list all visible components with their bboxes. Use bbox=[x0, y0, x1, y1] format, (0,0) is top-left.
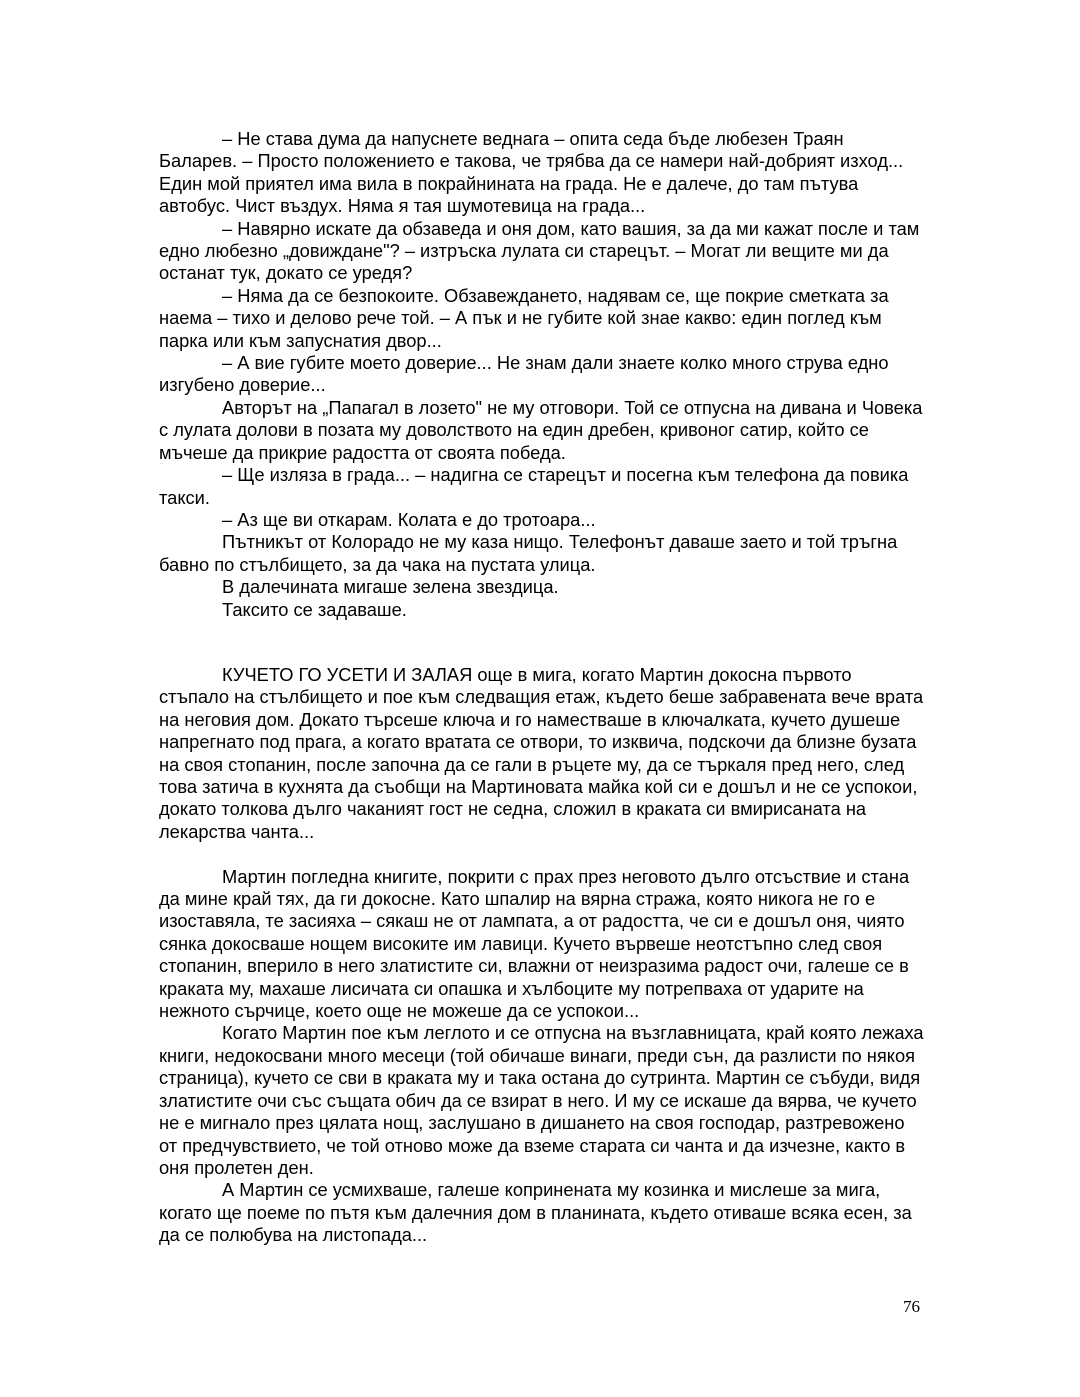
text-section-dog-story bbox=[159, 664, 924, 1247]
paragraph: В далечината мигаше зелена звездица. bbox=[222, 576, 559, 598]
paragraph: КУЧЕТО ГО УСЕТИ И ЗАЛАЯ още в мига, когато Мартин докосна първото стъпало на стълбището и пое към следващия етаж, където беше забравената вече врата на неговия дом. Докато търсеше ключа и го наместваше в ключалката, кучето душеше напрегнато под прага, а когато вратата се отвори, то изквича, подскочи да близне бузата на своя стопанин, после започна да се гали в ръцете му, да се търкаля пред него, след това затича в кухнята да съобщи на Мартиновата майка кой си е дошъл и не се успокои, докато толкова дълго чаканият гост не седна, сложил в краката си вмирисаната на лекарства чанта... bbox=[159, 664, 924, 842]
paragraph: Мартин погледна книгите, покрити с прах през неговото дълго отсъствие и стана да мине край тях, да ги докосне. Като шпалир на вярна стража, която никога не го е изоставяла, те засияха – сякаш не от лампата, а от радостта, че си е дошъл оня, чиято сянка докосваше нощем високите им лавици. Кучето вървеше неотстъпно след своя стопанин, вперило в него златистите си, влажни от неизразима радост очи, галеше се в краката му, махаше лисичата си опашка и хълбоците му потрепваха от ударите на нежното сърчице, което още не можеше да се успокои... bbox=[159, 865, 910, 1022]
paragraph: – Не става дума да напуснете веднага – опита седа бъде любезен Траян Баларев. – Просто положението е такова, че трябва да се намери най-добрият изход... Един мой приятел има вила в покрайнината на града. Не е далече, до там пътува автобус. Чист въздух. Няма я тая шумотевица на града... bbox=[159, 128, 904, 217]
page-number: 76 bbox=[903, 1297, 920, 1316]
paragraph: – Няма да се безпокоите. Обзавеждането, надявам се, ще покрие сметката за наема – тихо и делово рече той. – А пък и не губите кой знае какво: един поглед към парка или към запуснатия двор... bbox=[159, 284, 889, 351]
paragraph: – А вие губите моето доверие... Не знам дали знаете колко много струва едно изгубено доверие... bbox=[159, 352, 889, 396]
text-section-dialogue bbox=[159, 128, 924, 621]
paragraph: Пътникът от Колорадо не му каза нищо. Телефонът даваше заето и той тръгна бавно по стълбището, за да чака на пустата улица. bbox=[159, 531, 898, 575]
paragraph: Таксито се задаваше. bbox=[222, 598, 407, 620]
paragraph: – Навярно искате да обзаведа и оня дом, като вашия, за да ми кажат после и там едно любезно „довиждане"? – изтръска лулата си старецът. – Могат ли вещите ми да останат тук, докато се уредя? bbox=[159, 217, 920, 284]
paragraph: А Мартин се усмихваше, галеше копринената му козинка и мислеше за мига, когато ще поеме по пътя към далечния дом в планината, където отиваше всяка есен, за да се полюбува на листопада... bbox=[159, 1179, 912, 1246]
paragraph: – Ще изляза в града... – надигна се старецът и посегна към телефона да повика такси. bbox=[159, 464, 909, 508]
paragraph: Когато Мартин пое към леглото и се отпусна на възглавницата, край която лежаха книги, недокосвани много месеци (той обичаше винаги, преди сън, да разлисти по някоя страница), кучето се сви в краката му и така остана до сутринта. Мартин се събуди, видя златистите очи със същата обич да се взират в него. И му се искаше да вярва, че кучето не е мигнало през цялата нощ, заслушано в дишането на своя господар, разтревожено от предчувствието, че той отново може да вземе старата си чанта и да изчезне, както в оня пролетен ден. bbox=[159, 1022, 924, 1178]
paragraph: Авторът на „Папагал в лозето" не му отговори. Той се отпусна на дивана и Човека с лулата долови в позата му доволството на един дребен, кривоног сатир, който се мъчеше да прикрие радостта от своята победа. bbox=[159, 396, 923, 463]
paragraph: – Аз ще ви откарам. Колата е до тротоара... bbox=[222, 508, 596, 530]
